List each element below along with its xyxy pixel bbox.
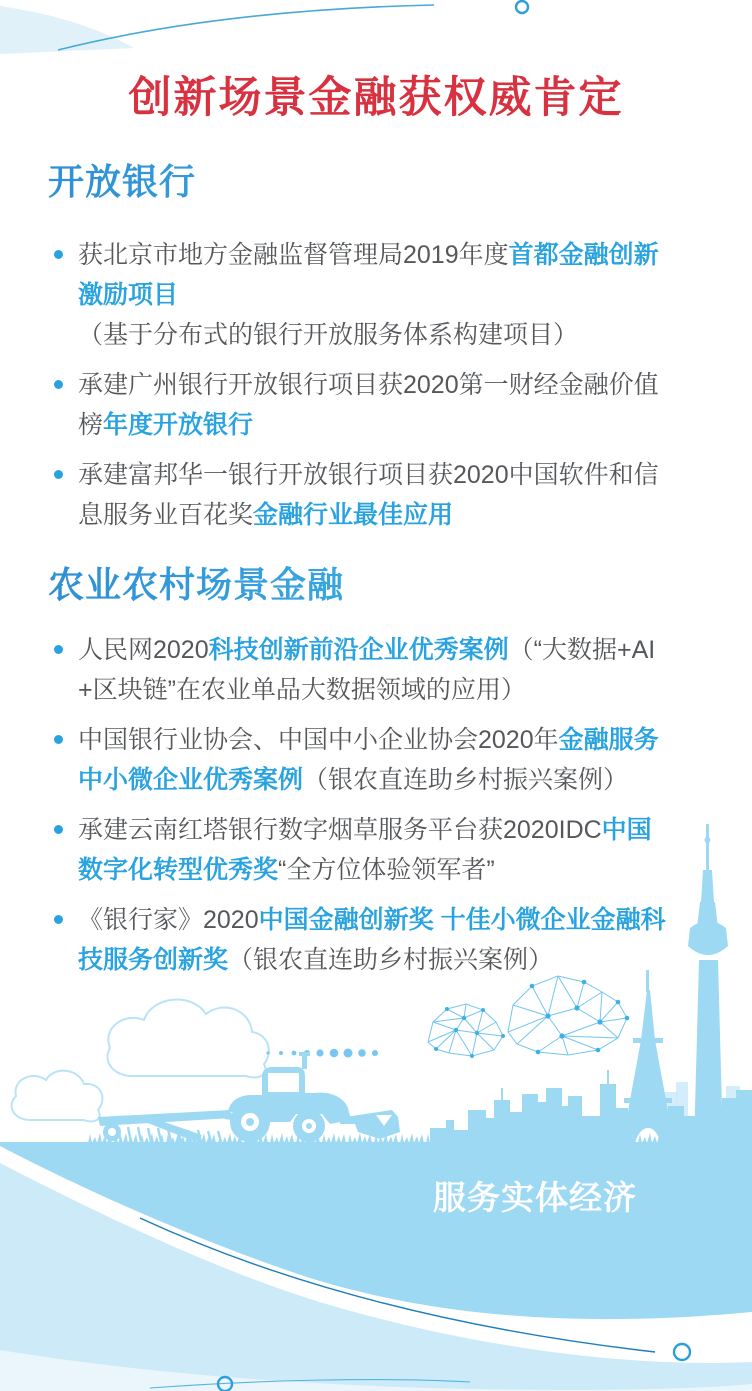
cloud-outline-icon (12, 1000, 269, 1122)
text-segment-normal: 中国银行业协会、中国中小企业协会2020年 (78, 726, 559, 755)
corner-wedge (0, 6, 134, 54)
text-segment-normal: 承建富邦华一银行开放银行项目获2020中国软件和信息服务业百花奖 (78, 461, 659, 530)
bullet-list-1 (48, 235, 672, 535)
text-segment-bold: 金融服务中小微企业优秀案例 (78, 726, 659, 795)
top-decoration (0, 0, 752, 64)
section-heading-1: 开放银行 (48, 160, 672, 203)
text-segment-bold: 中国金融创新奖 十佳小微企业金融科技服务创新奖 (78, 906, 666, 975)
text-segment-bold: 中国数字化转型优秀奖 (78, 816, 652, 885)
text-segment-normal: 承建云南红塔银行数字烟草服务平台获2020IDC (78, 816, 602, 845)
text-segment-normal: 《银行家》2020 (78, 906, 259, 935)
mesh-cloud-icon (428, 976, 629, 1058)
ring-icon (516, 1, 528, 13)
bullet-item (48, 455, 672, 535)
text-segment-normal: （银农直连助乡村振兴案例） (228, 946, 554, 975)
section-heading-2: 农业农村场景金融 (48, 563, 672, 606)
bullet-item (48, 235, 672, 355)
bullet-item (48, 810, 672, 890)
pearl-tower-icon (688, 824, 728, 1146)
text-segment-bold: 首都金融创新激励项目 (78, 241, 659, 310)
bullet-item (48, 630, 672, 710)
dotted-line-icon (266, 1049, 378, 1058)
text-segment-normal: （基于分布式的银行开放服务体系构建项目） (78, 321, 579, 350)
text-segment-normal: （“大数据+AI+区块链”在农业单品大数据领域的应用） (78, 636, 656, 705)
bullet-item (48, 365, 672, 445)
footer-slogan: 服务实体经济 (433, 1179, 637, 1216)
bullet-list-2 (48, 630, 672, 980)
text-segment-normal: “全方位体验领军者” (278, 856, 495, 885)
text-segment-normal: 承建广州银行开放银行项目获2020第一财经金融价值榜 (78, 371, 659, 440)
text-segment-bold: 金融行业最佳应用 (253, 501, 454, 530)
text-segment-bold: 年度开放银行 (103, 411, 254, 440)
bullet-item (48, 720, 672, 800)
text-segment-bold: 科技创新前沿企业优秀案例 (208, 636, 509, 665)
page-title: 创新场景金融获权威肯定 (128, 74, 624, 122)
bullet-item (48, 900, 672, 980)
lattice-tower-icon (622, 970, 674, 1146)
content (48, 160, 672, 980)
text-segment-normal: （银农直连助乡村振兴案例） (303, 766, 629, 795)
text-segment-normal: 获北京市地方金融监督管理局2019年度 (78, 241, 509, 270)
ring-icon (674, 1344, 690, 1360)
text-segment-normal: 人民网2020 (78, 636, 209, 665)
